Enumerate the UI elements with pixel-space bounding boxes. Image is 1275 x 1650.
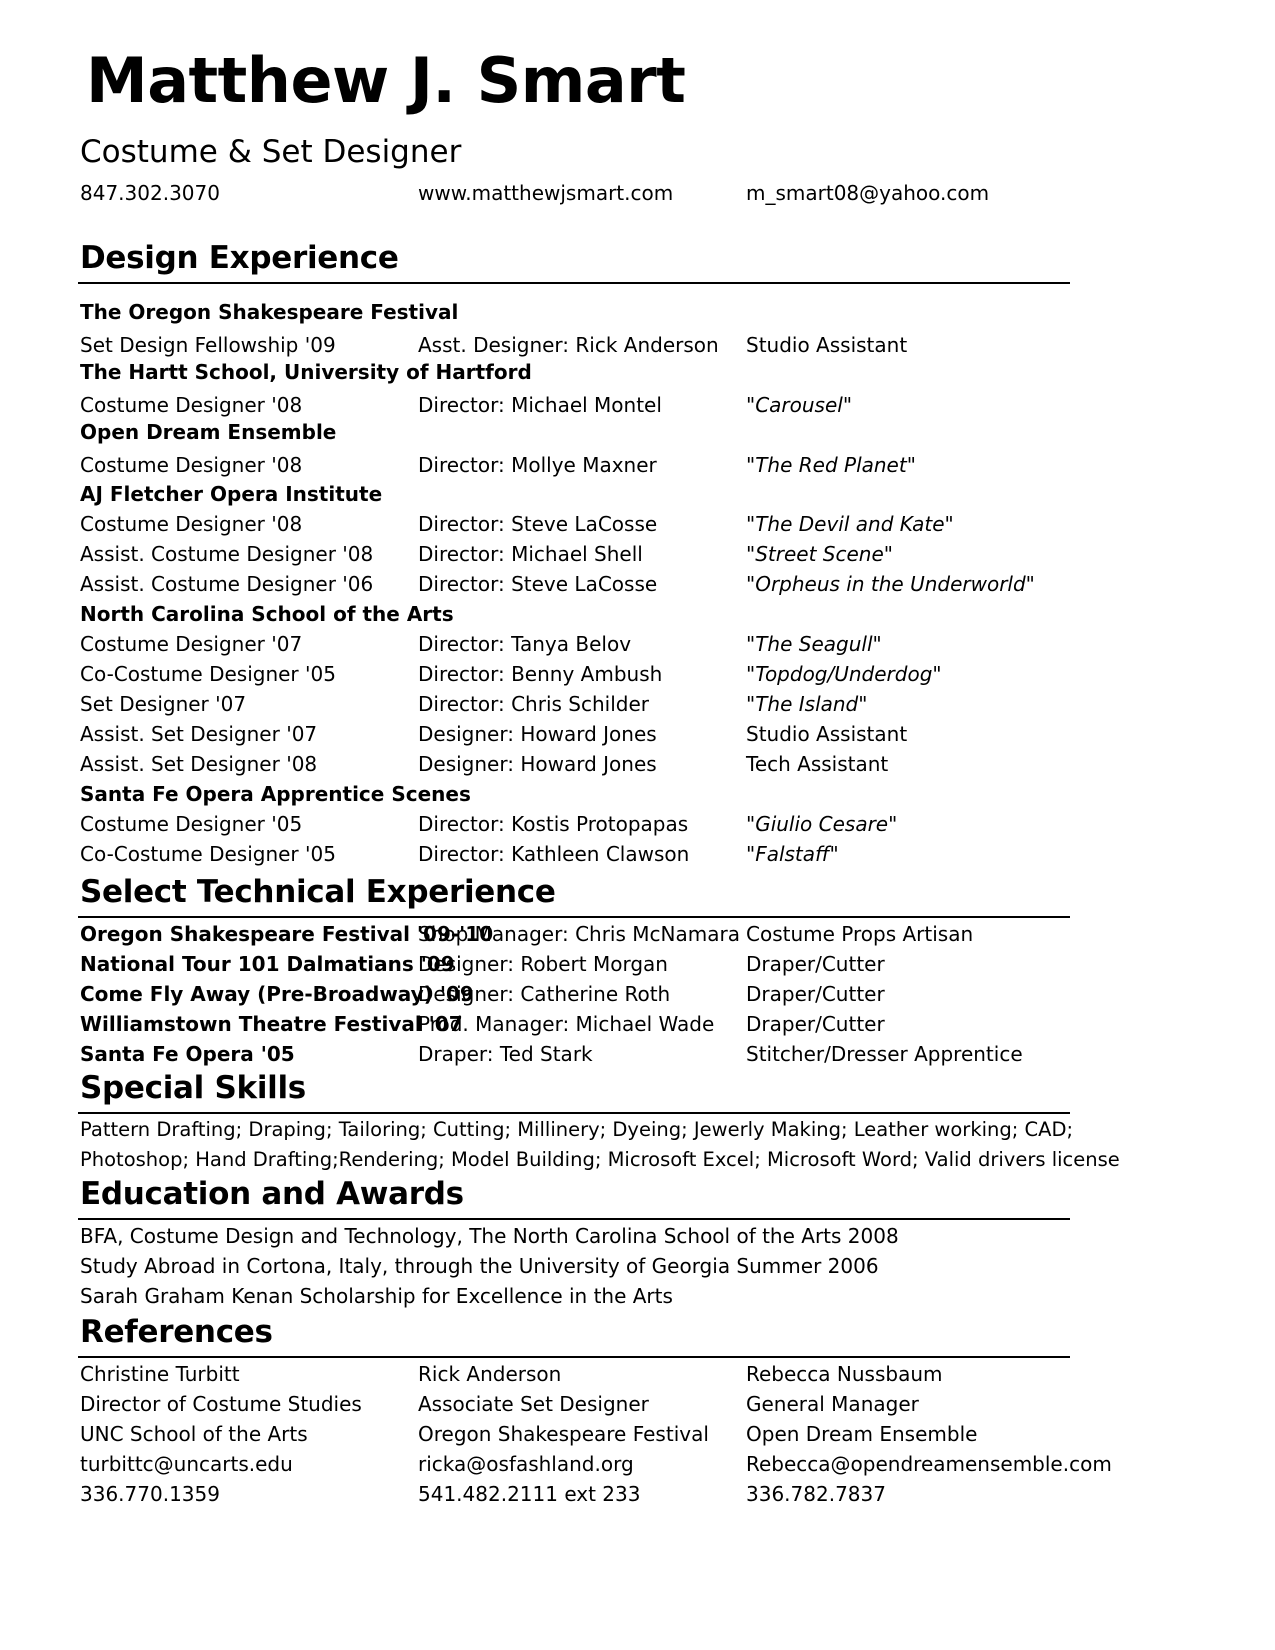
design-row: Co-Costume Designer '05 Director: Benny Ambush "Topdog/Underdog" — [80, 662, 942, 686]
org-heading: North Carolina School of the Arts — [80, 602, 454, 626]
design-row: Assist. Costume Designer '06 Director: Steve LaCosse "Orpheus in the Underworld" — [80, 572, 1035, 596]
section-divider — [78, 1112, 1070, 1114]
skills-line: Photoshop; Hand Drafting;Rendering; Model Building; Microsoft Excel; Microsoft Word; Valid drivers license — [80, 1148, 1120, 1171]
org-heading: The Hartt School, University of Hartford — [80, 360, 532, 384]
reference-email-link[interactable]: Rebecca@opendreamensemble.com — [746, 1452, 1112, 1476]
technical-row: National Tour 101 Dalmatians '09 Designer: Robert Morgan Draper/Cutter — [80, 952, 885, 976]
education-line: Study Abroad in Cortona, Italy, through the University of Georgia Summer 2006 — [80, 1254, 879, 1278]
section-divider — [78, 1218, 1070, 1220]
section-title-skills: Special Skills — [80, 1070, 306, 1106]
email-link[interactable]: m_smart08@yahoo.com — [746, 181, 990, 205]
reference-email-link[interactable]: ricka@osfashland.org — [418, 1452, 634, 1476]
design-row: Set Designer '07 Director: Chris Schilder "The Island" — [80, 692, 868, 716]
education-line: BFA, Costume Design and Technology, The North Carolina School of the Arts 2008 — [80, 1224, 899, 1248]
section-title-design: Design Experience — [80, 240, 399, 276]
section-divider — [78, 282, 1070, 284]
education-line: Sarah Graham Kenan Scholarship for Excellence in the Arts — [80, 1284, 673, 1308]
website-link[interactable]: www.matthewjsmart.com — [418, 181, 674, 205]
design-row: Set Design Fellowship '09 Asst. Designer: Rick Anderson Studio Assistant — [80, 333, 908, 357]
reference-email-link[interactable]: turbittc@uncarts.edu — [80, 1452, 293, 1476]
technical-row: Oregon Shakespeare Festival '09-'10 Shop Manager: Chris McNamara Costume Props Artisan — [80, 922, 974, 946]
design-row: Assist. Costume Designer '08 Director: Michael Shell "Street Scene" — [80, 542, 893, 566]
design-row: Costume Designer '07 Director: Tanya Belov "The Seagull" — [80, 632, 882, 656]
reference-titles-row: Director of Costume Studies Associate Set Designer General Manager — [80, 1392, 919, 1416]
technical-row: Come Fly Away (Pre-Broadway) '09 Designer: Catherine Roth Draper/Cutter — [80, 982, 885, 1006]
reference-phones-row: 336.770.1359 541.482.2111 ext 233 336.782.7837 — [80, 1482, 886, 1506]
reference-emails-row — [80, 1452, 1112, 1480]
org-heading: The Oregon Shakespeare Festival — [80, 300, 459, 324]
design-row: Co-Costume Designer '05 Director: Kathleen Clawson "Falstaff" — [80, 842, 839, 866]
reference-names-row: Christine Turbitt Rick Anderson Rebecca Nussbaum — [80, 1362, 943, 1386]
technical-row: Williamstown Theatre Festival '07 Prod. Manager: Michael Wade Draper/Cutter — [80, 1012, 885, 1036]
name-heading: Matthew J. Smart — [86, 44, 686, 117]
design-row: Costume Designer '08 Director: Mollye Maxner "The Red Planet" — [80, 453, 916, 477]
section-divider — [78, 916, 1070, 918]
section-title-education: Education and Awards — [80, 1176, 464, 1212]
org-heading: Santa Fe Opera Apprentice Scenes — [80, 782, 471, 806]
reference-orgs-row: UNC School of the Arts Oregon Shakespeare Festival Open Dream Ensemble — [80, 1422, 978, 1446]
technical-row: Santa Fe Opera '05 Draper: Ted Stark Stitcher/Dresser Apprentice — [80, 1042, 1023, 1066]
design-row: Assist. Set Designer '08 Designer: Howard Jones Tech Assistant — [80, 752, 889, 776]
section-title-references: References — [80, 1314, 273, 1350]
design-row: Costume Designer '05 Director: Kostis Protopapas "Giulio Cesare" — [80, 812, 898, 836]
design-row: Assist. Set Designer '07 Designer: Howard Jones Studio Assistant — [80, 722, 908, 746]
org-heading: Open Dream Ensemble — [80, 420, 337, 444]
design-row: Costume Designer '08 Director: Michael Montel "Carousel" — [80, 393, 853, 417]
section-divider — [78, 1356, 1070, 1358]
section-title-technical: Select Technical Experience — [80, 874, 556, 910]
design-row: Costume Designer '08 Director: Steve LaCosse "The Devil and Kate" — [80, 512, 954, 536]
skills-line: Pattern Drafting; Draping; Tailoring; Cutting; Millinery; Dyeing; Jewerly Making; Leather working; CAD; — [80, 1118, 1074, 1141]
org-heading: AJ Fletcher Opera Institute — [80, 482, 383, 506]
job-title: Costume & Set Designer — [80, 134, 462, 170]
phone-number: 847.302.3070 — [80, 181, 220, 205]
